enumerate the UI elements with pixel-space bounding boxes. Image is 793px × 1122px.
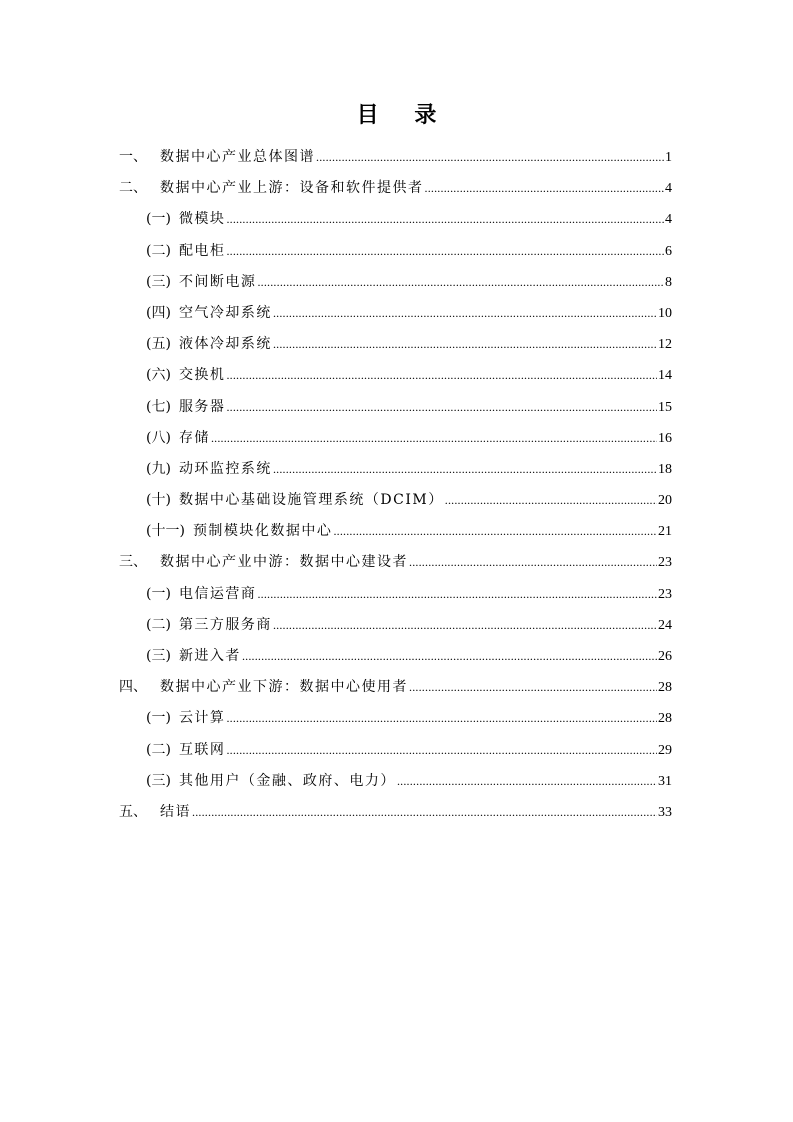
toc-entry-page-number: 23 [658,555,672,571]
toc-entry-title: 服务器 [178,398,226,415]
toc-entry-number: (七) [146,398,171,415]
toc-entry[interactable] [119,735,672,766]
toc-entry[interactable] [119,360,672,391]
toc-entry[interactable] [119,516,672,547]
toc-dot-leader [445,485,657,516]
toc-dot-leader [273,454,657,485]
toc-entry[interactable] [119,392,672,423]
toc-entry-number: (八) [146,429,171,446]
toc-entry-number: (三) [146,772,171,789]
toc-entry[interactable] [119,641,672,672]
toc-dot-leader [226,392,657,423]
toc-entry-page-number: 12 [658,337,672,353]
toc-entry-page-number: 10 [658,305,672,321]
toc-entry-title: 配电柜 [178,242,226,259]
toc-entry-title: 交换机 [178,367,226,384]
toc-entry-number: (一) [146,585,171,602]
toc-entry[interactable] [119,142,672,173]
toc-entry-title: 云计算 [178,710,226,727]
toc-entry-number: 二、 [119,180,147,197]
toc-entry-page-number: 26 [658,649,672,664]
toc-dot-leader [409,672,657,703]
toc-entry-page-number: 28 [658,680,672,696]
toc-dot-leader [242,641,657,672]
toc-entry-page-number: 1 [665,150,672,165]
toc-entry[interactable] [119,423,672,454]
toc-dot-leader [257,267,664,298]
toc-entry[interactable] [119,267,672,298]
toc-entry[interactable] [119,672,672,703]
toc-entry[interactable] [119,579,672,610]
toc-entry-number: (三) [146,648,171,664]
toc-entry-number: (一) [146,710,171,727]
toc-entry-page-number: 6 [665,243,672,259]
toc-entry[interactable] [119,236,672,267]
toc-entry-page-number: 18 [658,461,672,477]
toc-entry-number: 三、 [119,554,147,571]
toc-dot-leader [425,173,665,204]
toc-entry[interactable] [119,454,672,485]
toc-dot-leader [226,735,657,766]
toc-entry-title: 结语 [160,803,191,820]
toc-entry-title: 数据中心产业总体图谱 [160,149,315,165]
toc-dot-leader [273,329,657,360]
toc-entry-title: 电信运营商 [178,585,257,602]
toc-entry-title: 预制模块化数据中心 [192,523,333,540]
toc-entry-number: (三) [146,273,171,290]
toc-dot-leader [273,610,657,641]
toc-entry[interactable] [119,703,672,734]
toc-entry-page-number: 24 [658,617,672,633]
toc-entry-title: 数据中心产业下游：数据中心使用者 [160,679,408,696]
toc-entry-page-number: 4 [665,181,672,197]
toc-entry-page-number: 4 [665,212,672,228]
toc-entry[interactable] [119,173,672,204]
toc-entry-number: (五) [146,336,171,353]
toc-entry[interactable] [119,329,672,360]
toc-dot-leader [192,797,657,828]
toc-dot-leader [257,579,657,610]
toc-entry-title: 数据中心基础设施管理系统（DCIM） [178,492,444,509]
toc-entry-page-number: 23 [658,586,672,602]
toc-entry-number: (十一) [146,523,185,540]
toc-dot-leader [316,142,664,173]
table-of-contents [119,142,672,828]
toc-entry-title: 新进入者 [178,648,241,664]
toc-entry-page-number: 31 [658,773,672,789]
toc-entry-number: (二) [146,242,171,259]
toc-entry-page-number: 15 [658,399,672,415]
toc-entry-number: (九) [146,460,171,477]
toc-entry[interactable] [119,610,672,641]
toc-entry-title: 其他用户（金融、政府、电力） [178,772,396,789]
toc-entry-page-number: 28 [658,711,672,727]
toc-entry-page-number: 16 [658,430,672,446]
toc-entry[interactable] [119,766,672,797]
toc-dot-leader [226,204,664,235]
page-title: 目 录 [356,103,451,128]
toc-entry[interactable] [119,797,672,828]
toc-dot-leader [226,360,657,391]
toc-entry-number: (十) [146,492,171,509]
toc-dot-leader [273,298,657,329]
toc-entry-title: 数据中心产业上游：设备和软件提供者 [160,180,424,197]
toc-entry-title: 互联网 [178,741,226,758]
toc-entry-page-number: 29 [658,742,672,758]
toc-dot-leader [409,547,657,578]
toc-entry-number: (一) [146,211,171,228]
toc-entry-title: 空气冷却系统 [178,304,272,321]
toc-entry-number: 五、 [119,803,147,820]
toc-entry-title: 液体冷却系统 [178,336,272,353]
toc-entry[interactable] [119,485,672,516]
toc-dot-leader [226,703,657,734]
toc-entry-number: (二) [146,741,171,758]
toc-entry-title: 不间断电源 [178,273,257,290]
toc-entry-number: 一、 [119,149,147,165]
toc-entry-number: 四、 [119,679,147,696]
toc-entry-number: (四) [146,304,171,321]
toc-entry-page-number: 8 [665,274,672,290]
toc-dot-leader [333,516,657,547]
toc-entry-number: (二) [146,616,171,633]
toc-entry-page-number: 14 [658,368,672,384]
toc-entry[interactable] [119,204,672,235]
toc-entry-title: 存储 [178,429,210,446]
toc-entry-title: 动环监控系统 [178,460,272,477]
toc-entry[interactable] [119,547,672,578]
toc-dot-leader [397,766,657,797]
toc-entry[interactable] [119,298,672,329]
toc-dot-leader [211,423,657,454]
toc-entry-page-number: 21 [658,524,672,540]
toc-entry-title: 数据中心产业中游：数据中心建设者 [160,554,408,571]
toc-dot-leader [226,236,664,267]
toc-entry-page-number: 20 [658,493,672,509]
toc-entry-number: (六) [146,367,171,384]
toc-entry-page-number: 33 [658,804,672,820]
toc-entry-title: 第三方服务商 [178,616,272,633]
toc-entry-title: 微模块 [178,211,226,228]
